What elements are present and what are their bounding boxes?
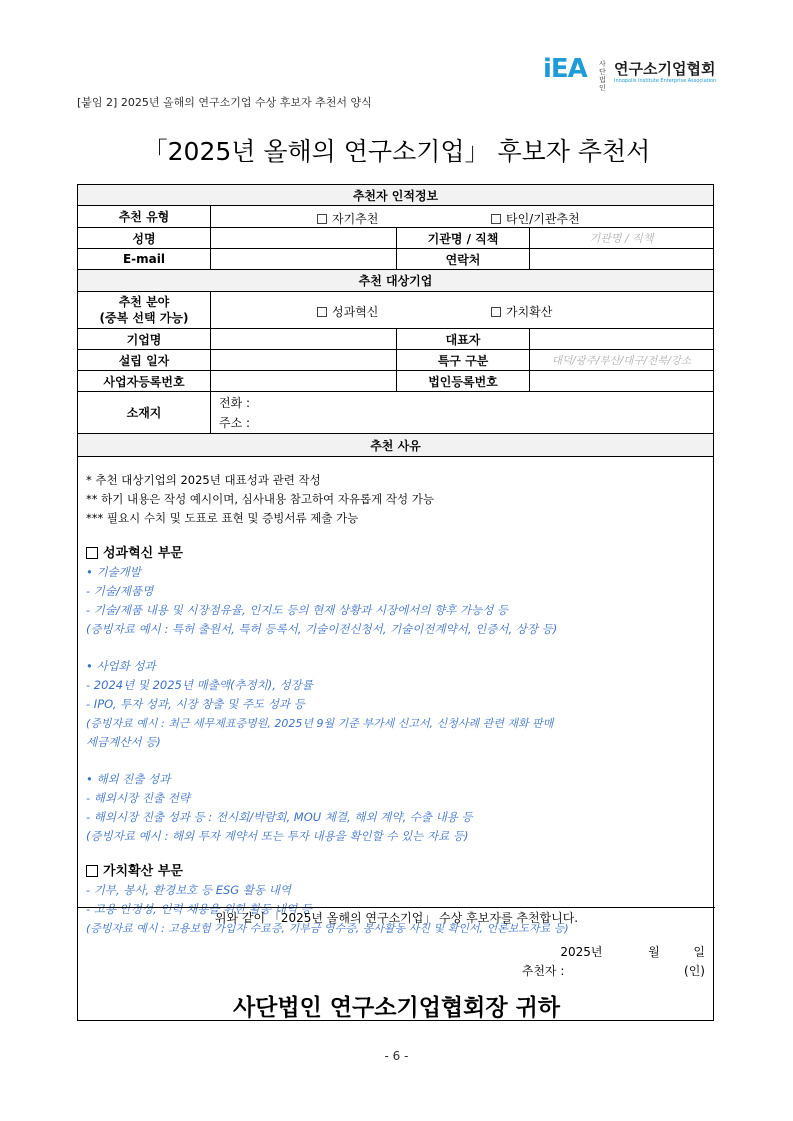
note-line: *** 필요시 수치 및 도표로 표현 및 증빙서류 제출 가능 [86,511,359,525]
checkbox-icon [86,547,98,559]
example-line: (증빙자료 예시 : 해외 투자 계약서 또는 투자 내용을 확인할 수 있는 자료 등) [86,829,469,843]
section-target: 추천 대상기업 [78,270,713,292]
bizno-field[interactable] [211,371,397,392]
name-field[interactable] [211,228,397,249]
org-label: 기관명 / 직책 [397,228,530,249]
option-innovation[interactable] [317,303,378,320]
founded-label: 설립 일자 [78,350,211,371]
reason-body [86,471,708,938]
option-other-label: 타인/기관추천 [506,212,580,226]
zone-field[interactable]: 대덕/광주/부산/대구/전북/강소 [530,350,713,371]
option-self[interactable] [317,210,378,227]
page-number: - 6 - [384,1049,409,1063]
example-line: (증빙자료 예시 : 고용보험 가입자 수료증, 기부금 영수증, 봉사활동 사진 및 확인서, 언론보도자료 등) [86,922,569,935]
logo-sub: 사단법인 [599,60,606,92]
field-options [211,292,713,329]
date-line [560,943,705,960]
recommendation-form [77,184,714,1021]
example-line: 세금계산서 등) [86,735,161,749]
recommender-signature-line [522,962,705,979]
example-line: - 기술/제품 내용 및 시장점유율, 인지도 등의 현재 상황과 시장에서의 향후 가능성 등 [86,603,509,617]
zone-label: 특구 구분 [397,350,530,371]
company-field[interactable] [211,329,397,350]
example-line: - 2024년 및 2025년 매출액(추정치), 성장률 [86,678,313,692]
field-label [78,292,211,329]
name-label: 성명 [78,228,211,249]
option-value[interactable] [491,303,552,320]
checkbox-icon [317,214,327,224]
option-value-label: 가치확산 [506,305,553,319]
attachment-label: [붙임 2] 2025년 올해의 연구소기업 수상 후보자 추천서 양식 [77,96,372,109]
logo-mark: iEA [543,54,587,84]
example-line: (증빙자료 예시 : 최근 세무제표증명원, 2025년 9월 기준 부가세 신고서, 신청사례 관련 재화 판매 [86,717,554,730]
example-line: • 기술개발 [86,565,141,579]
option-self-label: 자기추천 [332,212,379,226]
seal-mark: (인) [684,964,705,978]
date-month: 월 [648,945,660,959]
addressee: 사단법인 연구소기업협회장 귀하 [232,995,561,1021]
field-label-line2: (중복 선택 가능) [99,311,189,325]
note-line: * 추천 대상기업의 2025년 대표성과 관련 작성 [86,473,321,487]
value-heading [86,862,708,881]
ceo-field[interactable] [530,329,713,350]
example-line: - 해외시장 진출 전략 [86,791,190,805]
founded-field[interactable] [211,350,397,371]
logo-english: Innopolis Institute Enterprise Association [614,78,717,84]
checkbox-icon [317,307,327,317]
innovation-heading [86,544,708,563]
checkbox-icon [86,865,98,877]
email-label: E-mail [78,249,211,270]
location-label: 소재지 [78,392,211,434]
logo-name: 연구소기업협회 [614,60,716,78]
phone-label: 전화 : [219,395,251,410]
note-line: ** 하기 내용은 작성 예시이며, 심사내용 참고하여 자유롭게 작성 가능 [86,492,434,506]
date-year: 2025년 [560,945,603,959]
bizno-label: 사업자등록번호 [78,371,211,392]
location-field[interactable] [211,392,713,434]
example-line: - IPO, 투자 성과, 시장 창출 및 주도 성과 등 [86,697,305,711]
example-line: - 고용 안정성, 인력 채용을 위한 활동 내역 등 [86,902,312,916]
recommender-label: 추천자 : [521,964,565,978]
example-line: - 기부, 봉사, 환경보호 등 ESG 활동 내역 [86,883,291,897]
section-recommender: 추천자 인적정보 [78,185,713,206]
company-label: 기업명 [78,329,211,350]
date-day: 일 [693,945,705,959]
org-field[interactable]: 기관명 / 직책 [530,228,713,249]
document-title: 「2025년 올해의 연구소기업」 후보자 추천서 [142,137,651,166]
example-line: (증빙자료 예시 : 특허 출원서, 특허 등록서, 기술이전신청서, 기술이전계약서, 인증서, 상장 등) [86,622,558,636]
section-reason: 추천 사유 [78,434,713,457]
value-heading-text: 가치확산 부문 [103,864,183,879]
field-label-line1: 추천 분야 [118,295,170,309]
email-field[interactable] [211,249,397,270]
checkbox-icon [491,214,501,224]
example-line: - 기술/제품명 [86,584,154,598]
contact-field[interactable] [530,249,713,270]
ceo-label: 대표자 [397,329,530,350]
contact-label: 연락처 [397,249,530,270]
address-label: 주소 : [219,415,251,430]
option-innovation-label: 성과혁신 [332,305,379,319]
type-options [211,206,713,228]
divider [78,907,715,908]
association-logo [543,54,723,92]
example-line: • 해외 진출 성과 [86,772,171,786]
confirmation-statement: 위와 같이 「2025년 올해의 연구소기업」 수상 후보자를 추천합니다. [214,911,579,925]
example-line: • 사업화 성과 [86,659,156,673]
innovation-heading-text: 성과혁신 부문 [103,546,183,561]
type-label: 추천 유형 [78,206,211,228]
example-line: - 해외시장 진출 성과 등 : 전시회/박람회, MOU 체결, 해외 계약, 수출 내용 등 [86,810,473,824]
corpno-field[interactable] [530,371,713,392]
corpno-label: 법인등록번호 [397,371,530,392]
checkbox-icon [491,307,501,317]
option-other[interactable] [491,210,580,227]
